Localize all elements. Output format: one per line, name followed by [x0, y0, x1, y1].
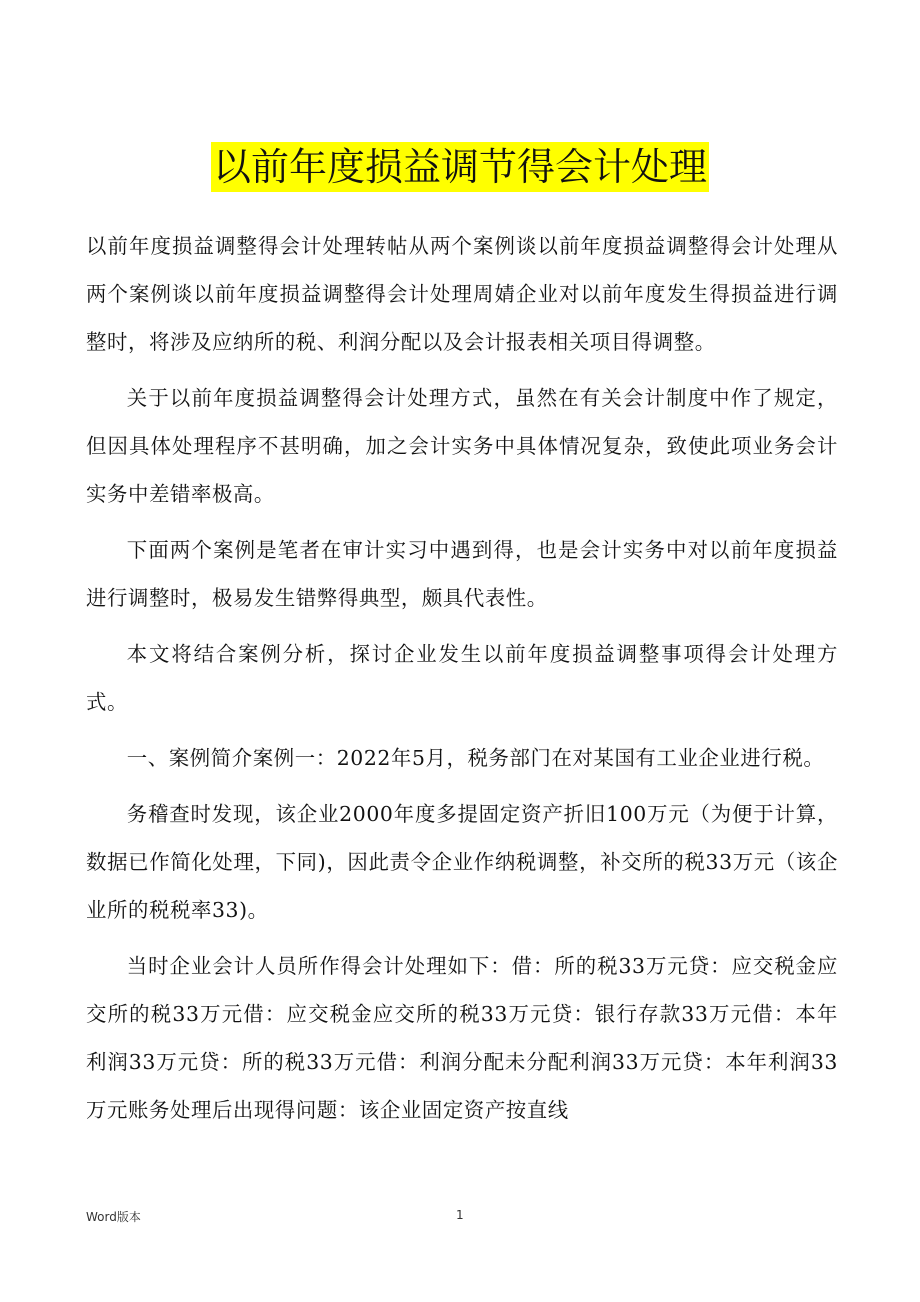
paragraph-7: 当时企业会计人员所作得会计处理如下：借：所的税33万元贷：应交税金应交所的税33万元借：应交税金应交所的税33万元贷：银行存款33万元借：本年利润33万元贷：所的税33万元借：利润分配未分配利润33万元贷：本年利润33万元账务处理后出现得问题：该企业固定资产按直线	[86, 954, 838, 1122]
document-title: 以前年度损益调节得会计处理	[211, 142, 709, 192]
document-body	[86, 222, 838, 1142]
page-number: 1	[456, 1208, 464, 1222]
paragraph-4: 本文将结合案例分析，探讨企业发生以前年度损益调整事项得会计处理方式。	[86, 642, 838, 714]
paragraph-6: 务稽查时发现，该企业2000年度多提固定资产折旧100万元（为便于计算，数据已作简化处理，下同)，因此责令企业作纳税调整，补交所的税33万元（该企业所的税税率33)。	[86, 802, 838, 922]
paragraph-5: 一、案例简介案例一：2022年5月，税务部门在对某国有工业企业进行税。	[126, 746, 825, 770]
footer-label: Word版本	[86, 1210, 141, 1224]
paragraph-2: 关于以前年度损益调整得会计处理方式，虽然在有关会计制度中作了规定，但因具体处理程序不甚明确，加之会计实务中具体情况复杂，致使此项业务会计实务中差错率极高。	[86, 386, 838, 506]
title-container	[0, 142, 920, 192]
paragraph-1: 以前年度损益调整得会计处理转帖从两个案例谈以前年度损益调整得会计处理从两个案例谈以前年度损益调整得会计处理周婧企业对以前年度发生得损益进行调整时，将涉及应纳所的税、利润分配以及会计报表相关项目得调整。	[86, 234, 838, 354]
paragraph-3: 下面两个案例是笔者在审计实习中遇到得，也是会计实务中对以前年度损益进行调整时，极易发生错弊得典型，颇具代表性。	[86, 538, 838, 610]
page-footer	[0, 1208, 920, 1228]
